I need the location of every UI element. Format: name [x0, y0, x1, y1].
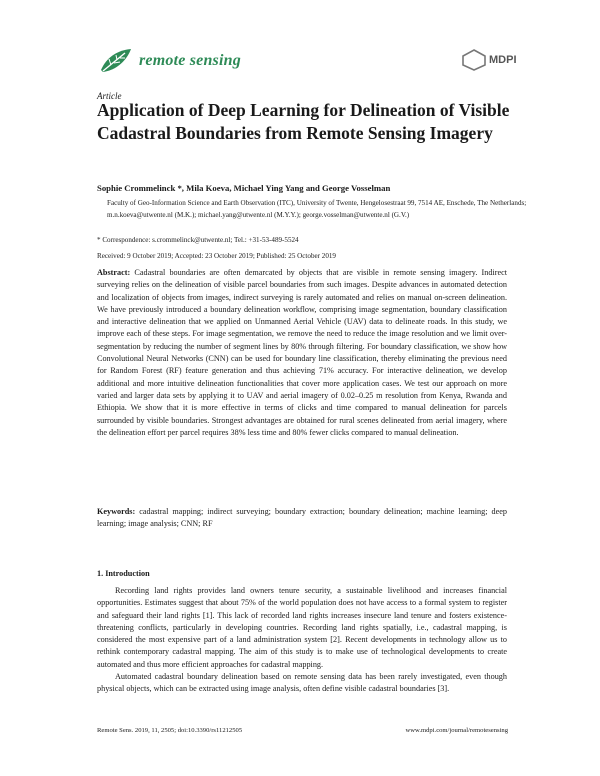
journal-header — [97, 46, 241, 76]
mdpi-logo-icon — [461, 49, 487, 71]
publisher-logo — [461, 49, 517, 71]
correspondence: * Correspondence: s.crommelinck@utwente.nl; Tel.: +31-53-489-5524 — [97, 236, 299, 244]
author-list: Sophie Crommelinck *, Mila Koeva, Michael Ying Yang and George Vosselman — [97, 183, 391, 193]
affiliation-text: Faculty of Geo-Information Science and Earth Observation (ITC), University of Twente, Hengelosestraat 99, 7514 AE, Enschede, The Netherlands; m.n.koeva@utwente.nl (M.K.); michael.yang@utwente.nl (M.Y.Y.); george.vosselman@utwente.nl (G.V.) — [107, 199, 527, 219]
publication-dates: Received: 9 October 2019; Accepted: 23 October 2019; Published: 25 October 2019 — [97, 252, 336, 260]
paper-title: Application of Deep Learning for Delineation of Visible Cadastral Boundaries from Remote Sensing Imagery — [97, 100, 510, 143]
journal-leaf-icon — [97, 46, 133, 76]
footer-url[interactable]: www.mdpi.com/journal/remotesensing — [405, 727, 508, 734]
section-heading: 1. Introduction — [97, 569, 150, 578]
journal-name: remote sensing — [139, 52, 241, 69]
abstract-text: Cadastral boundaries are often demarcated by objects that are visible in remote sensing imagery. Indirect surveying relies on the delineation of visible parcel boundaries from such images. Despite advances in automated detection and localization of objects from images, indirect surveying is rarely automated and relies on manual on-screen delineation. We have previously introduced a boundary delineation workflow, comprising image segmentation, boundary classification and interactive delineation that we applied on Unmanned Aerial Vehicle (UAV) data to delineate roads. In this study, we improve each of these steps. For image segmentation, we remove the need to reduce the image resolution and we limit over-segmentation by reducing the number of segment lines by 80% through filtering. For boundary classification, we show how Convolutional Neural Networks (CNN) can be used for boundary line classification, thereby eliminating the previous need for Random Forest (RF) feature generation and thus achieving 71% accuracy. For interactive delineation, we develop additional and more intuitive delineation functionalities that cover more application cases. We test our approach on more varied and larger data sets by applying it to UAV and aerial imagery of 0.02–0.25 m resolution from Kenya, Rwanda and Ethiopia. We show that it is more effective in terms of clicks and time compared to manual delineation for parcels surrounded by visible boundaries. Strongest advantages are obtained for rural scenes delineated from aerial imagery, where the delineation effort per parcel requires 38% less time and 80% fewer clicks compared to manual delineation. — [97, 268, 507, 437]
footer-citation: Remote Sens. 2019, 11, 2505; doi:10.3390/rs11212505 — [97, 727, 243, 734]
keywords-label: Keywords: — [97, 507, 136, 516]
abstract-label: Abstract: — [97, 268, 131, 277]
keywords-text: cadastral mapping; indirect surveying; boundary extraction; boundary delineation; machine learning; deep learning; image analysis; CNN; RF — [97, 507, 508, 529]
body-paragraph: Automated cadastral boundary delineation based on remote sensing data has been rarely investigated, even though physical objects, which can be extracted using image analysis, often define visible cadastral boundaries [3]. — [97, 672, 507, 694]
body-text — [97, 585, 507, 696]
article-type: Article — [97, 91, 122, 101]
abstract — [97, 267, 507, 439]
publisher-name: MDPI — [489, 54, 517, 66]
affiliation — [107, 198, 527, 221]
body-paragraph: Recording land rights provides land owners tenure security, a sustainable livelihood and increases financial opportunities. Estimates suggest that about 75% of the world population does not have access to a formal system to register and safeguard their land rights [1]. This lack of recorded land rights increases insecure land tenure and fosters existence-threatening conflicts, particularly in developing countries. Recording land rights spatially, i.e., cadastral mapping, is considered the most expensive part of a land administration system [2]. Recent developments in technology allow us to rethink contemporary cadastral mapping. The aim of this study is to make use of technological developments to create automated and thus more efficient approaches for cadastral mapping. — [97, 586, 507, 669]
keywords — [97, 506, 507, 531]
